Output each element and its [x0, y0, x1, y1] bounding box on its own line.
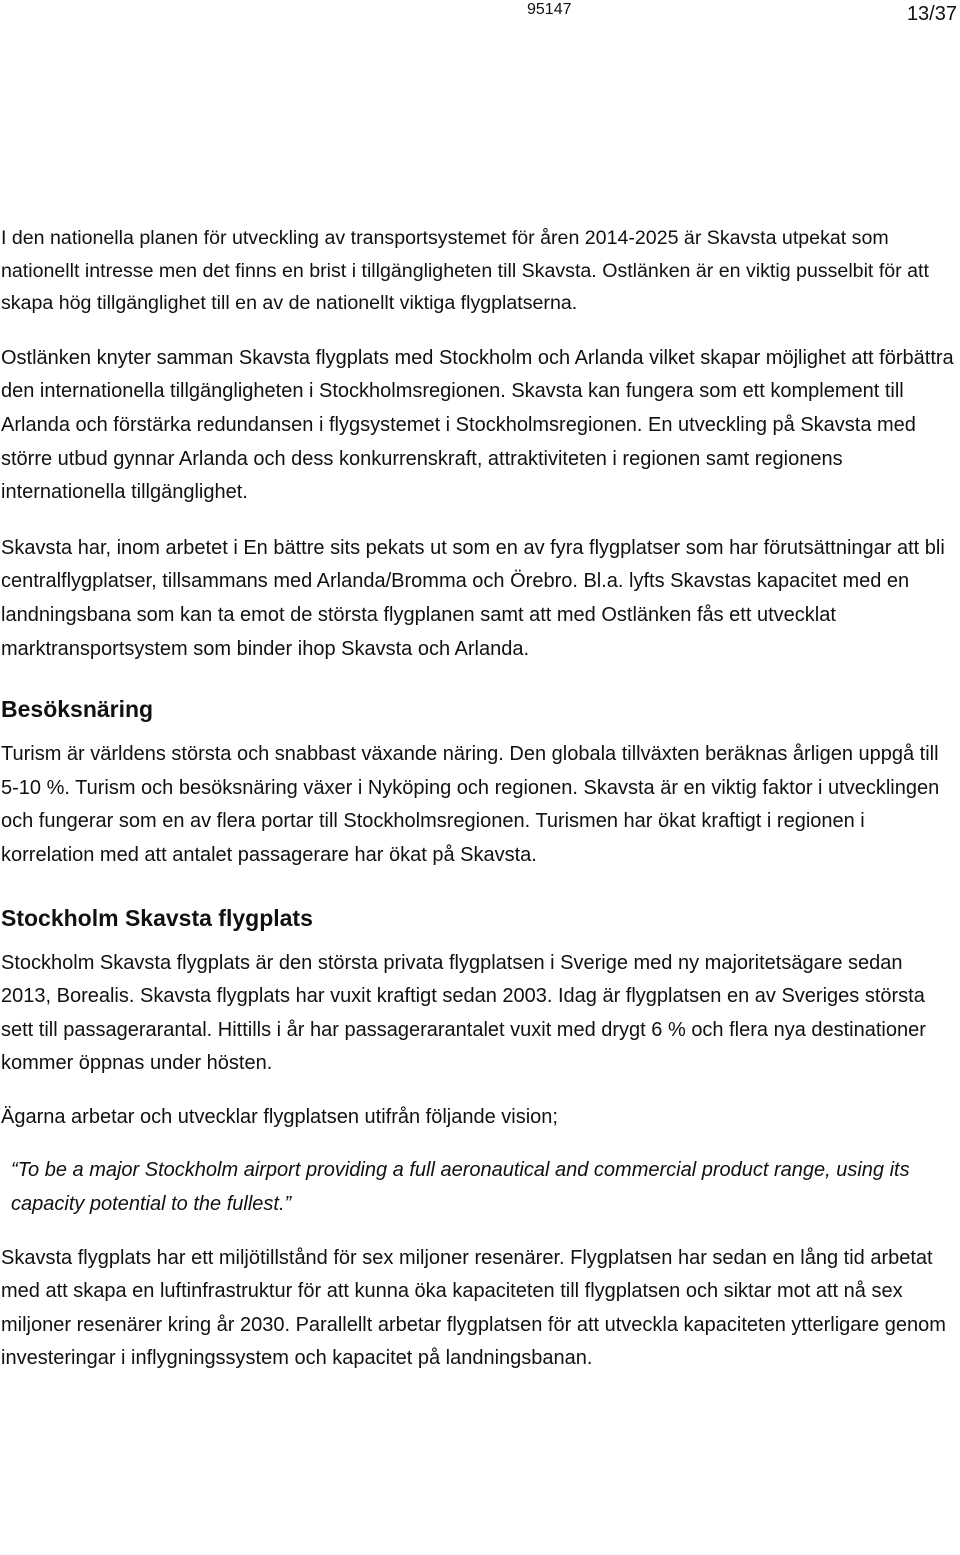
vision-quote: “To be a major Stockholm airport providing a full aeronautical and commercial product range, using its capacity potential to the fullest.”: [11, 1159, 910, 1216]
paragraph-owners-vision: Ägarna arbetar och utvecklar flygplatsen utifrån följande vision;: [1, 1105, 558, 1128]
paragraph-ostlanken: Ostlänken knyter samman Skavsta flygplats med Stockholm och Arlanda vilket skapar möjlighet att förbättra den internationella tillgängligheten i Stockholmsregionen. Skavsta kan fungera som ett komplement till Arlanda och förstärka redundansen i flygsystemet i Stockholmsregionen. En utveckling på Skavsta med större utbud gynnar Arlanda och dess konkurrenskraft, attraktiviteten i regionen samt regionens internationella tillgänglighet.: [1, 346, 954, 504]
paragraph-airport-info: Stockholm Skavsta flygplats är den största privata flygplatsen i Sverige med ny majoritetsägare sedan 2013, Borealis. Skavsta flygplats har vuxit kraftigt sedan 2003. Idag är flygplatsen en av Sveriges största sett till passagerarantal. Hittills i år har passagerarantalet vuxit med drygt 6 % och flera nya destinationer kommer öppnas under hösten.: [1, 951, 926, 1075]
paragraph-central-airports: Skavsta har, inom arbetet i En bättre sits pekats ut som en av fyra flygplatser som har förutsättningar att bli centralflygplatser, tillsammans med Arlanda/Bromma och Örebro. Bl.a. lyfts Skavstas kapacitet med en landningsbana som kan ta emot de största flygplanen samt att med Ostlänken fås ett utvecklat marktransportsystem som binder ihop Skavsta och Arlanda.: [1, 536, 945, 660]
document-id: 95147: [527, 1, 572, 18]
heading-skavsta-airport: Stockholm Skavsta flygplats: [1, 904, 313, 931]
paragraph-tourism: Turism är världens största och snabbast växande näring. Den globala tillväxten beräknas årligen uppgå till 5-10 %. Turism och besöksnäring växer i Nyköping och regionen. Skavsta är en viktig faktor i utvecklingen och fungerar som en av flera portar till Stockholmsregionen. Turismen har ökat kraftigt i regionen i korrelation med att antalet passagerare har ökat på Skavsta.: [1, 743, 940, 866]
paragraph-national-plan: I den nationella planen för utveckling av transportsystemet för åren 2014-2025 är Skavsta utpekat som nationellt intresse men det finns en brist i tillgängligheten till Skavsta. Ostlänken är en viktig pusselbit för att skapa hög tillgänglighet till en av de nationellt viktiga flygplatserna.: [1, 227, 929, 315]
paragraph-environmental-permit: Skavsta flygplats har ett miljötillstånd för sex miljoner resenärer. Flygplatsen har sedan en lång tid arbetat med att skapa en luftinfrastruktur för att kunna öka kapaciteten till flygplatsen och siktar mot att nå sex miljoner resenärer kring år 2030. Parallellt arbetar flygplatsen för att utveckla kapaciteten ytterligare genom investeringar i inflygningssystem och kapacitet på landningsbanan.: [1, 1246, 946, 1370]
document-body: [1, 222, 956, 1376]
page-number: 13/37: [906, 3, 957, 25]
heading-besoksnaring: Besöksnäring: [1, 696, 154, 723]
